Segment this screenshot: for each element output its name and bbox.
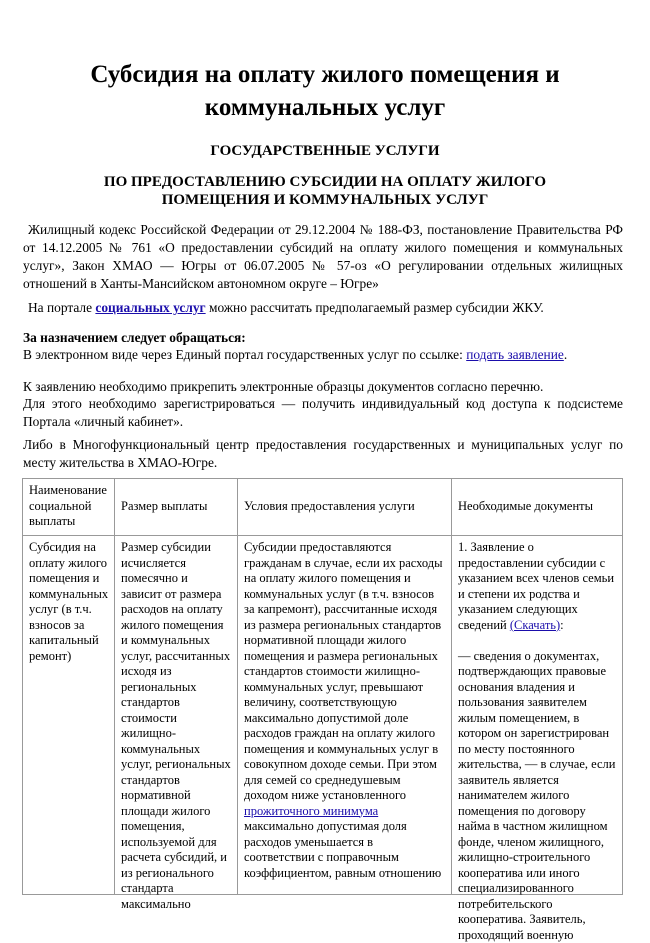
table-cell-documents [452,536,623,942]
register-paragraph: Для этого необходимо зарегистрироваться — получить индивидуальный код доступа к подсистеме Портала «личный кабинет». [23,396,623,429]
services-table [22,478,623,942]
electronic-text-after: . [563,347,568,362]
conditions-text [244,540,445,887]
subsistence-minimum-link[interactable]: прожиточного минимума [244,803,379,818]
payment-name-text: Субсидия на оплату жилого помещения и коммунальных услуг (в т.ч. взносов за капитальный ремонт) [29,540,109,663]
table-header-name: Наименование социальной выплаты [23,479,115,536]
attach-paragraph: К заявлению необходимо прикрепить электронные образцы документов согласно перечню. [23,379,544,394]
section-title: ПО ПРЕДОСТАВЛЕНИЮ СУБСИДИИ НА ОПЛАТУ ЖИЛОГО ПОМЕЩЕНИЯ И КОММУНАЛЬНЫХ УСЛУГ [103,174,547,208]
table-header-documents: Необходимые документы [452,479,623,536]
social-services-link[interactable]: социальных услуг [95,300,206,315]
table-header-row [23,479,623,536]
table-header-conditions: Условия предоставления услуги [238,479,452,536]
documents-text-part-3: — сведения о документах, подтверждающих правовые основания владения и пользования заявителем жилым помещением, в котором он зарегистрирован по месту постоянного жительства, — в случае, если заявитель является нанимателем жилого помещения по договору найма в частном жилищном фонде, членом жилищного, жилищно-строительного кооператива или иного специализированного потребительского кооператива. Заявитель, проходящий военную [458,648,616,942]
portal-text-before: На портале [28,300,96,315]
section-subtitle: ГОСУДАРСТВЕННЫЕ УСЛУГИ [210,143,440,159]
documents-text-part-2: : [560,617,564,632]
page-title: Субсидия на оплату жилого помещения и коммунальных услуг [90,61,560,121]
table-header-amount: Размер выплаты [115,479,238,536]
conditions-text-part-2: максимально допустимая доля расходов уменьшается в соответствии с поправочным коэффициентом, равным отношению [244,819,442,880]
submit-application-link[interactable]: подать заявление [466,347,564,362]
apply-heading: За назначением следует обращаться: [23,330,246,345]
documents-text-part-1: 1. Заявление о предоставлении субсидии с указанием всех членов семьи и степени их родства и указанием следующих сведений [458,540,615,632]
legal-basis-paragraph: Жилищный кодекс Российской Федерации от 29.12.2004 № 188-ФЗ, постановление Правительства РФ от 14.12.2005 № 761 «О предоставлении субсидий на оплату жилого помещения и коммунальных услуг», Закон ХМАО — Югры от 06.07.2005 № 57-оз «О регулировании отдельных жилищных отношений в Ханты-Мансийском автономном округе – Югре» [23,222,623,291]
table-cell-conditions [238,536,452,895]
portal-paragraph [23,299,623,317]
electronic-paragraph [23,346,623,364]
table-cell-name [23,536,115,895]
conditions-text-part-1: Субсидии предоставляются гражданам в случае, если их расходы на оплату жилого помещения и коммунальных услуг (в т.ч. взносов за капремонт), рассчитанные исходя из размера региональных стандартов нормативной площади жилого помещения и размера региональных стандартов стоимости жилищно-коммунальных услуг, превышают величину, соответствующую максимально допустимой доле расходов граждан на оплату жилого помещения и коммунальных услуг в совокупном доходе семьи. При этом для семей со среднедушевым доходом ниже установленного [244,540,443,802]
portal-text-after: можно рассчитать предполагаемый размер субсидии ЖКУ. [205,300,544,315]
electronic-text-before: В электронном виде через Единый портал государственных услуг по ссылке: [23,347,467,362]
payment-amount-text: Размер субсидии исчисляется помесячно и зависит от размера расходов на оплату жилого помещения и коммунальных услуг, рассчитанных исходя из региональных стандартов стоимости жилищно-коммунальных услуг, региональных стандартов нормативной площади жилого помещения, используемой для расчета субсидий, и из регионального стандарта максимально [121,540,231,911]
documents-text [458,540,616,942]
table-row [23,536,623,895]
download-form-link[interactable]: (Скачать) [509,617,561,632]
table-cell-amount [115,536,238,911]
mfc-paragraph: Либо в Многофункциональный центр предоставления государственных и муниципальных услуг по месту жительства в ХМАО-Югре. [23,437,623,470]
